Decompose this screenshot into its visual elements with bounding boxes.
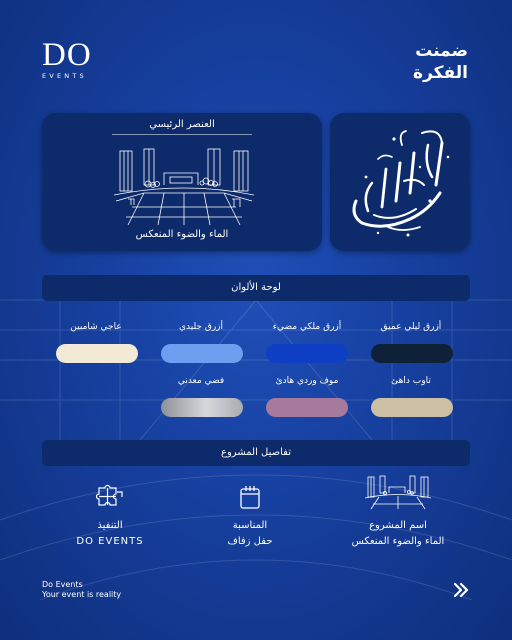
concept-heading (413, 40, 468, 84)
brand-logo-main: DO (42, 37, 92, 73)
main-element-panel (42, 113, 322, 251)
footer (42, 580, 121, 600)
concept-line-2: الفكرة (413, 63, 468, 83)
swatch-label: أزرق ملكي مضيء (272, 322, 342, 332)
detail-title: المناسبة (232, 520, 268, 531)
color-swatch (371, 344, 453, 363)
swatch-label: موف وردي هادئ (275, 376, 339, 386)
puzzle-icon (96, 484, 124, 510)
calendar-icon (239, 484, 261, 510)
color-swatch (56, 344, 138, 363)
detail-occasion (185, 484, 315, 547)
color-swatch (371, 398, 453, 417)
swatch-label: أزرق ليلي عميق (380, 322, 442, 332)
venue-sketch-icon (114, 147, 254, 227)
swatch-label: عاجي شامبين (70, 322, 122, 332)
swatch-label: تاوب داهئ (391, 376, 431, 386)
color-swatch (161, 398, 243, 417)
detail-value: الماء والضوء المنعكس (351, 536, 445, 547)
brand-logo-sub: EVENTS (42, 72, 87, 80)
footer-brand: Do Events (42, 580, 83, 589)
detail-value: DO EVENTS (76, 536, 144, 547)
main-element-caption: الماء والضوء المنعكس (135, 229, 229, 240)
double-chevron-right-icon[interactable] (451, 580, 471, 600)
color-swatch (161, 344, 243, 363)
detail-title: التنفيذ (97, 520, 123, 531)
title-underline (112, 134, 252, 135)
color-swatch (266, 398, 348, 417)
footer-tagline: Your event is reality (42, 590, 122, 599)
venue-sketch-icon (365, 474, 431, 510)
detail-execution (45, 484, 175, 547)
main-element-title: العنصر الرئيسي (149, 119, 215, 130)
calligraphy-panel (330, 113, 470, 251)
concept-line-1: ضمنت (415, 41, 468, 61)
detail-project-name (333, 474, 463, 547)
arabic-calligraphy-icon (344, 123, 456, 241)
detail-title: اسم المشروع (369, 520, 427, 531)
details-section-bar: تفاصيل المشروع (42, 440, 470, 466)
swatch-label: فضي معدني (177, 376, 225, 386)
color-swatch (266, 344, 348, 363)
brand-logo (42, 37, 106, 80)
palette-section-bar: لوحة الألوان (42, 275, 470, 301)
swatch-label: أزرق جليدي (178, 322, 224, 332)
detail-value: حفل زفاف (227, 536, 273, 547)
